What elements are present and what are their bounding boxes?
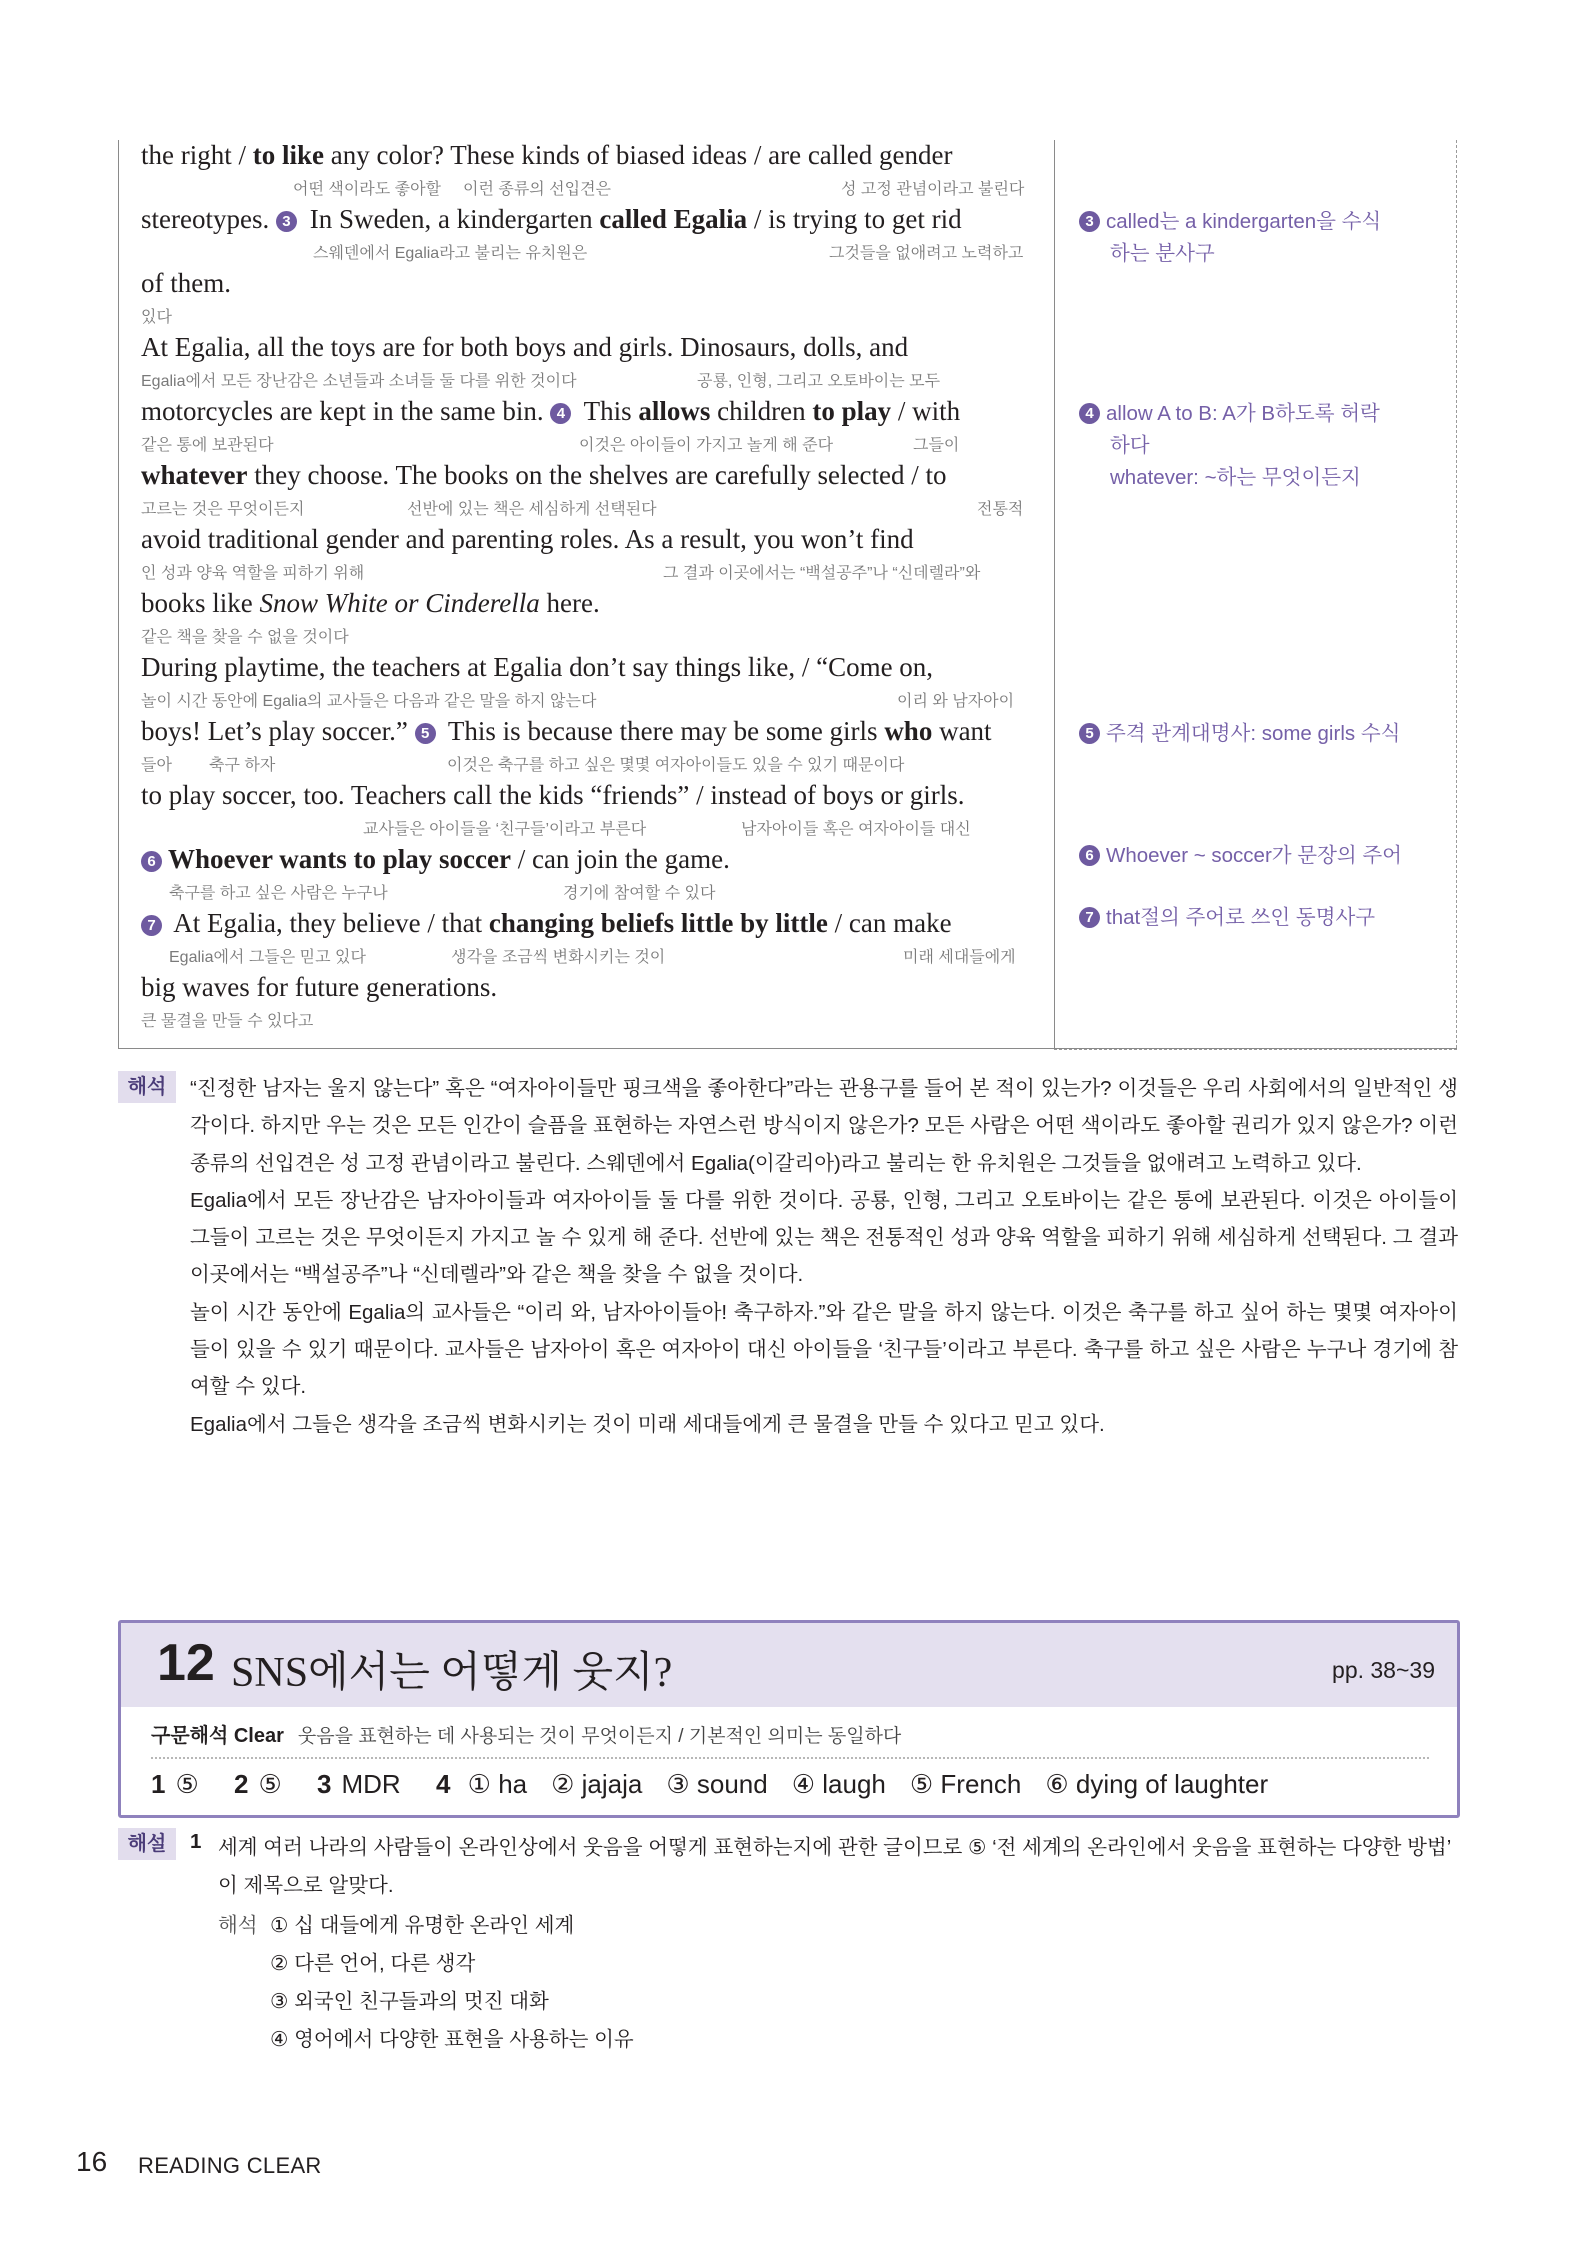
korean-gloss: 스웨덴에서 Egalia라고 불리는 유치원은 — [313, 245, 588, 262]
english-text: whatever they choose. The books on the shelves are carefully selected / to — [141, 460, 947, 490]
unit-number: 12 — [157, 1634, 215, 1692]
english-text: big waves for future generations. — [141, 972, 498, 1002]
translation-label: 해석 — [118, 1071, 176, 1103]
unit-title: SNS에서는 어떻게 웃지? — [231, 1650, 673, 1696]
sentence-number: 6 — [1079, 845, 1100, 866]
explanation-line: 세계 여러 나라의 사람들이 온라인상에서 웃음을 어떻게 표현하는지에 관한 글이므로 ⑤ ‘전 세계의 온라인에서 웃음을 표현하는 다양한 방법’ — [218, 1836, 1452, 1859]
korean-gloss: 전통적 — [977, 501, 1024, 518]
korean-gloss: 그들이 — [913, 437, 960, 454]
korean-gloss: 교사들은 아이들을 ‘친구들’이라고 부른다 — [363, 821, 647, 838]
grammar-note: 6 Whoever ~ soccer가 문장의 주어 — [1079, 840, 1449, 872]
korean-gloss: 생각을 조금씩 변화시키는 것이 — [451, 949, 666, 966]
passage-line — [141, 780, 1041, 844]
unit-12-box — [118, 1620, 1460, 1818]
sentence-number: 5 — [1079, 723, 1100, 744]
korean-gloss: 인 성과 양육 역할을 피하기 위해 — [141, 565, 365, 582]
korean-gloss: Egalia에서 그들은 믿고 있다 — [169, 949, 366, 966]
english-text: motorcycles are kept in the same bin. 4 This allows children to play / with — [141, 396, 961, 426]
korean-gloss: 축구를 하고 싶은 사람은 누구나 — [169, 885, 388, 902]
option-translation: ③ 외국인 친구들과의 멋진 대화 — [270, 1990, 549, 2013]
english-text: boys! Let’s play soccer.” 5 This is because there may be some girls who want — [141, 716, 992, 746]
page-range: pp. 38~39 — [1332, 1657, 1435, 1683]
korean-gloss: 성 고정 관념이라고 불린다 — [841, 181, 1025, 198]
dotted-divider — [151, 1757, 1429, 1759]
grammar-note: 7 that절의 주어로 쓰인 동명사구 — [1079, 902, 1449, 934]
sentence-number: 6 — [141, 851, 162, 872]
answer-item: 1 ⑤ — [151, 1769, 199, 1799]
korean-gloss: 이런 종류의 선입견은 — [463, 181, 611, 198]
korean-gloss: 남자아이들 혹은 여자아이들 대신 — [741, 821, 971, 838]
answer-item: 3 MDR — [317, 1769, 401, 1799]
syntax-clear-text: 웃음을 표현하는 데 사용되는 것이 무엇이든지 / 기본적인 의미는 동일하다 — [297, 1726, 902, 1747]
translation-text — [190, 1070, 1458, 1443]
passage-line — [141, 652, 1041, 716]
korean-gloss: 큰 물결을 만들 수 있다고 — [141, 1013, 314, 1030]
korean-gloss: 들아 — [141, 757, 172, 774]
sentence-number: 7 — [1079, 907, 1100, 928]
column-divider — [1054, 140, 1055, 1048]
korean-gloss: Egalia에서 모든 장난감은 소년들과 소녀들 둘 다를 위한 것이다 — [141, 373, 577, 390]
book-title: READING CLEAR — [138, 2153, 322, 2178]
option-translation: ② 다른 언어, 다른 생각 — [270, 1952, 476, 1975]
explanation-label: 해설 — [118, 1828, 176, 1860]
korean-gloss: 경기에 참여할 수 있다 — [563, 885, 716, 902]
passage-line — [141, 268, 1041, 332]
answer-item: 4 ① ha ② jajaja ③ sound ④ laugh ⑤ French ⑥ dying of laughter — [435, 1769, 1269, 1799]
sentence-number: 7 — [141, 915, 162, 936]
english-text: During playtime, the teachers at Egalia don’t say things like, / “Come on, — [141, 652, 934, 682]
passage-line — [141, 588, 1041, 652]
answer-item: 2 ⑤ — [234, 1769, 282, 1799]
option-translation: ① 십 대들에게 유명한 온라인 세계 — [270, 1914, 575, 1937]
passage-line — [141, 908, 1041, 972]
sentence-number: 3 — [276, 211, 297, 232]
translation-paragraph: 놀이 시간 동안에 Egalia의 교사들은 “이리 와, 남자아이들아! 축구하자.”와 같은 말을 하지 않는다. 이것은 축구를 하고 싶어 하는 몇몇 여자아이들이 있을 수 있기 때문이다. 교사들은 남자아이 혹은 여자아이 대신 아이들을 ‘친구들’이라고 부른다. 축구를 하고 싶은 사람은 누구나 경기에 참여할 수 있다. — [190, 1300, 1458, 1399]
passage-line — [141, 204, 1041, 268]
passage-box — [118, 140, 1457, 1049]
translation-paragraph: “진정한 남자는 울지 않는다” 혹은 “여자아이들만 핑크색을 좋아한다”라는 관용구를 들어 본 적이 있는가? 이것들은 우리 사회에서의 일반적인 생각이다. 하지만 우는 것은 모든 인간이 슬픔을 표현하는 자연스런 방식이지 않은가? 모든 사람은 어떤 색이라도 좋아할 권리가 있지 않은가? 이런 종류의 선입견은 성 고정 관념이라고 불린다. 스웨덴에서 Egalia(이갈리아)라고 불리는 한 유치원은 그것들을 없애려고 노력하고 있다. — [190, 1077, 1458, 1175]
grammar-note: 5 주격 관계대명사: some girls 수식 — [1079, 718, 1449, 750]
passage-line — [141, 140, 1041, 204]
translation-paragraph: Egalia에서 그들은 생각을 조금씩 변화시키는 것이 미래 세대들에게 큰 물결을 만들 수 있다고 믿고 있다. — [190, 1412, 1105, 1436]
korean-gloss: 고르는 것은 무엇이든지 — [141, 501, 305, 518]
syntax-clear — [151, 1719, 901, 1748]
passage-line — [141, 844, 1041, 908]
translation-paragraph: Egalia에서 모든 장난감은 남자아이들과 여자아이들 둘 다를 위한 것이다. 공룡, 인형, 그리고 오토바이는 같은 통에 보관된다. 이것은 아이들이 그들이 고르는 것은 무엇이든지 가지고 놀 수 있게 해 준다. 선반에 있는 책은 전통적인 성과 양육 역할을 피하기 위해 세심하게 선택된다. 그 결과 이곳에서는 “백설공주”나 “신데렐라”와 같은 책을 찾을 수 없을 것이다. — [190, 1188, 1458, 1287]
syntax-clear-label: 구문해석 Clear — [151, 1725, 284, 1747]
english-text: 7 At Egalia, they believe / that changing beliefs little by little / can make — [141, 908, 952, 939]
question-number: 1 — [190, 1830, 202, 1853]
korean-gloss: 이것은 축구를 하고 싶은 몇몇 여자아이들도 있을 수 있기 때문이다 — [447, 757, 905, 774]
english-text: the right / to like any color? These kinds of biased ideas / are called gender — [141, 140, 953, 170]
korean-gloss: 공룡, 인형, 그리고 오토바이는 모두 — [697, 373, 941, 390]
english-text: to play soccer, too. Teachers call the kids “friends” / instead of boys or girls. — [141, 780, 965, 810]
passage-line — [141, 460, 1041, 524]
korean-gloss: 이것은 아이들이 가지고 놀게 해 준다 — [579, 437, 834, 454]
korean-gloss: 같은 통에 보관된다 — [141, 437, 274, 454]
passage-line — [141, 332, 1041, 396]
right-dashed-border — [1456, 140, 1457, 1048]
grammar-note: 3 called는 a kindergarten을 수식 하는 분사구 — [1079, 206, 1449, 270]
sentence-number: 4 — [1079, 403, 1100, 424]
english-text: avoid traditional gender and parenting roles. As a result, you won’t find — [141, 524, 914, 554]
passage-line — [141, 972, 1041, 1036]
passage-line — [141, 716, 1041, 780]
sentence-number: 4 — [550, 403, 571, 424]
english-text: books like Snow White or Cinderella here. — [141, 588, 600, 618]
explanation-line: 이 제목으로 알맞다. — [218, 1874, 394, 1897]
passage-line — [141, 396, 1041, 460]
korean-gloss: 같은 책을 찾을 수 없을 것이다 — [141, 629, 349, 646]
korean-gloss: 그 결과 이곳에서는 “백설공주”나 “신데렐라”와 — [663, 565, 981, 582]
korean-gloss: 있다 — [141, 309, 172, 326]
grammar-note: 4 allow A to B: A가 B하도록 허락 하다 whatever: ~하는 무엇이든지 — [1079, 398, 1449, 494]
korean-gloss: 미래 세대들에게 — [903, 949, 1016, 966]
unit-header — [121, 1623, 1457, 1707]
option-translation: ④ 영어에서 다양한 표현을 사용하는 이유 — [270, 2028, 634, 2051]
english-text: At Egalia, all the toys are for both boys and girls. Dinosaurs, dolls, and — [141, 332, 909, 362]
korean-gloss: 어떤 색이라도 좋아할 — [293, 181, 441, 198]
english-text: stereotypes. 3 In Sweden, a kindergarten called Egalia / is trying to get rid — [141, 204, 962, 234]
korean-gloss: 이리 와 남자아이 — [897, 693, 1015, 710]
notes-bottom-dashed-border — [1054, 1049, 1457, 1050]
korean-gloss: 축구 하자 — [209, 757, 276, 774]
korean-gloss: 놀이 시간 동안에 Egalia의 교사들은 다음과 같은 말을 하지 않는다 — [141, 693, 597, 710]
english-text: 6 Whoever wants to play soccer / can join the game. — [141, 844, 730, 875]
options-label: 해석 — [218, 1914, 258, 1937]
passage-line — [141, 524, 1041, 588]
korean-gloss: 선반에 있는 책은 세심하게 선택된다 — [407, 501, 657, 518]
answer-key — [151, 1769, 1268, 1800]
sentence-number: 5 — [415, 723, 436, 744]
sentence-number: 3 — [1079, 211, 1100, 232]
english-text: of them. — [141, 268, 231, 298]
page-number: 16 — [76, 2146, 108, 2177]
korean-gloss: 그것들을 없애려고 노력하고 — [829, 245, 1024, 262]
